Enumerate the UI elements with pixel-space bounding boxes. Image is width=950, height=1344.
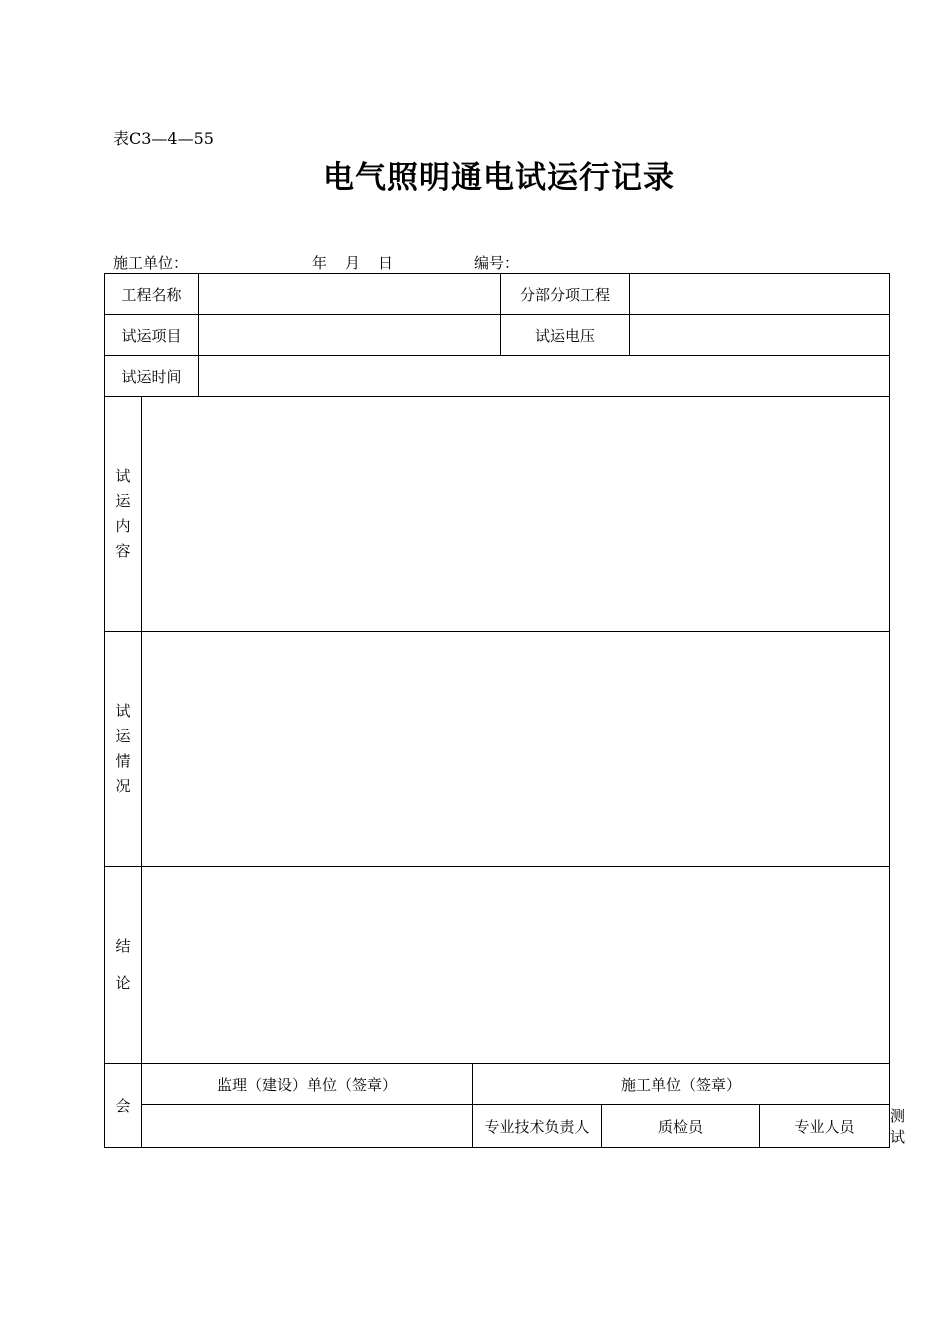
specialist-label: 专业人员 xyxy=(760,1105,890,1148)
trial-content-char: 容 xyxy=(115,542,131,560)
trial-item-field[interactable] xyxy=(199,315,501,356)
inspector-label: 质检员 xyxy=(602,1105,760,1148)
trial-content-field[interactable] xyxy=(142,397,890,632)
trial-voltage-field[interactable] xyxy=(630,315,890,356)
trial-situation-field[interactable] xyxy=(142,632,890,867)
trial-content-char: 试 xyxy=(115,467,131,485)
trial-content-char: 内 xyxy=(115,517,131,535)
conclusion-char: 结 xyxy=(115,937,131,955)
date-labels xyxy=(312,252,411,273)
trial-time-label: 试运时间 xyxy=(105,356,199,397)
construction-unit-label: 施工单位： xyxy=(113,254,189,272)
sub-project-field[interactable] xyxy=(630,274,890,315)
supervisor-label: 监理（建设）单位（签章） xyxy=(142,1064,473,1105)
row-trial-item xyxy=(105,315,890,356)
row-project-name xyxy=(105,274,890,315)
page-title: 电气照明通电试运行记录 xyxy=(323,160,675,196)
project-name-label: 工程名称 xyxy=(105,274,199,315)
row-trial-situation xyxy=(105,632,890,867)
trial-time-field[interactable] xyxy=(199,356,890,397)
conclusion-char: 论 xyxy=(115,974,131,992)
conclusion-label xyxy=(105,867,142,1064)
conclusion-field[interactable] xyxy=(142,867,890,1064)
trial-situation-char: 运 xyxy=(115,727,131,745)
trial-situation-char: 试 xyxy=(115,702,131,720)
row-trial-time xyxy=(105,356,890,397)
row-signature-header xyxy=(105,1064,890,1105)
trial-situation-label xyxy=(105,632,142,867)
trial-content-char: 运 xyxy=(115,492,131,510)
form-code: 表C3—4—55 xyxy=(113,129,214,148)
row-signature-roles: 专业技术负责人 质检员 专业人员 测 试 xyxy=(105,1105,890,1148)
trial-situation-char: 情 xyxy=(115,752,131,770)
sub-project-label: 分部分项工程 xyxy=(501,274,630,315)
supervisor-signature-field[interactable] xyxy=(142,1105,473,1148)
sign-label: 会 xyxy=(105,1064,142,1148)
month-label: 月 xyxy=(345,254,361,272)
day-label: 日 xyxy=(378,254,394,272)
tech-lead-label: 专业技术负责人 xyxy=(473,1105,602,1148)
trial-situation-char: 况 xyxy=(115,777,131,795)
trial-content-label xyxy=(105,397,142,632)
record-form-table xyxy=(104,273,921,1148)
year-label: 年 xyxy=(312,254,328,272)
trial-voltage-label: 试运电压 xyxy=(501,315,630,356)
row-conclusion xyxy=(105,867,890,1064)
trial-item-label: 试运项目 xyxy=(105,315,199,356)
project-name-field[interactable] xyxy=(199,274,501,315)
record-number-label: 编号： xyxy=(474,254,520,272)
contractor-label: 施工单位（签章） xyxy=(473,1064,890,1105)
row-trial-content xyxy=(105,397,890,632)
